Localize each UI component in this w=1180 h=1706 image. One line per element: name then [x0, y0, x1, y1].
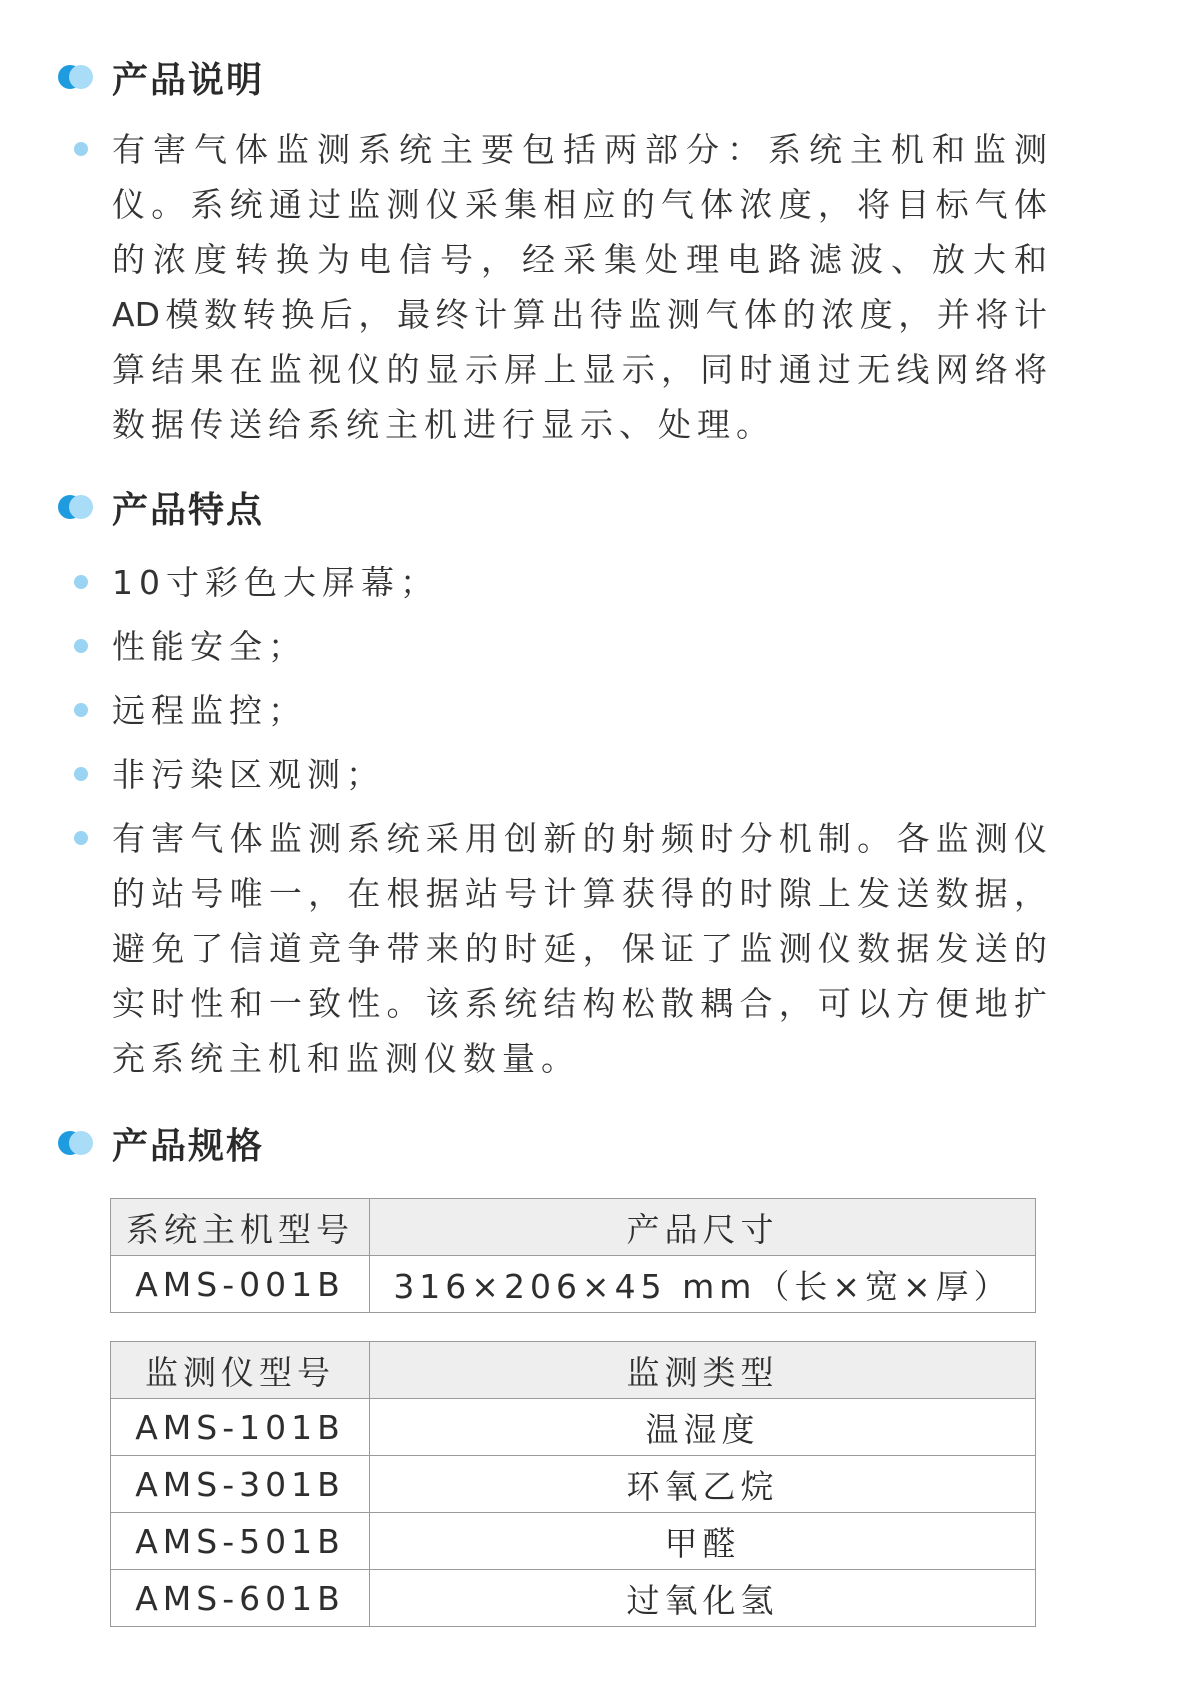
- section-title: 产品规格: [112, 1125, 265, 1167]
- paragraph-line: 仪。系统通过监测仪采集相应的气体浓度，将目标气体: [112, 185, 1047, 224]
- paragraph-line: AD模数转换后，最终计算出待监测气体的浓度，并将计: [112, 295, 1047, 334]
- table-row: [111, 1513, 1036, 1570]
- table-header-cell: 监测类型: [370, 1342, 1036, 1399]
- section-header-description: [58, 54, 264, 100]
- section-title: 产品说明: [112, 59, 265, 101]
- section-title: 产品特点: [112, 489, 265, 531]
- type-cell: 温湿度: [370, 1399, 1036, 1456]
- table-header-row: [111, 1199, 1036, 1256]
- paragraph-line: 的站号唯一，在根据站号计算获得的时隙上发送数据，: [112, 874, 1047, 913]
- model-cell: AMS-301B: [111, 1456, 370, 1513]
- paragraph-line: 算结果在监视仪的显示屏上显示，同时通过无线网络将: [112, 350, 1047, 389]
- table-row: [111, 1399, 1036, 1456]
- model-cell: AMS-101B: [111, 1399, 370, 1456]
- paragraph-line: 有害气体监测系统采用创新的射频时分机制。各监测仪: [112, 819, 1047, 858]
- type-cell: 过氧化氢: [370, 1570, 1036, 1627]
- feature-long-paragraph: [112, 811, 1047, 1086]
- table-header-cell: 监测仪型号: [111, 1342, 370, 1399]
- size-cell: 316×206×45 mm（长×宽×厚）: [370, 1256, 1036, 1313]
- table-row: [111, 1256, 1036, 1313]
- section-header-features: [58, 484, 264, 530]
- table-row: [111, 1456, 1036, 1513]
- bullet-dot-icon: [74, 831, 88, 845]
- model-cell: AMS-501B: [111, 1513, 370, 1570]
- bullet-dot-icon: [74, 767, 88, 781]
- section-bullet-icon: [58, 495, 94, 519]
- monitor-spec-table: [110, 1341, 1036, 1627]
- feature-text: 10寸彩色大屏幕；: [112, 563, 439, 602]
- type-cell: 环氧乙烷: [370, 1456, 1036, 1513]
- section-bullet-icon: [58, 65, 94, 89]
- paragraph-line: 避免了信道竞争带来的时延，保证了监测仪数据发送的: [112, 929, 1047, 968]
- paragraph-line: 的浓度转换为电信号，经采集处理电路滤波、放大和: [112, 240, 1047, 279]
- table-row: [111, 1570, 1036, 1627]
- feature-text: 非污染区观测；: [112, 755, 385, 794]
- bullet-dot-icon: [74, 703, 88, 717]
- model-cell: AMS-001B: [111, 1256, 370, 1313]
- table-header-cell: 产品尺寸: [370, 1199, 1036, 1256]
- paragraph-line: 充系统主机和监测仪数量。: [112, 1039, 580, 1078]
- paragraph-line: 有害气体监测系统主要包括两部分：系统主机和监测: [112, 130, 1047, 169]
- type-cell: 甲醛: [370, 1513, 1036, 1570]
- feature-item: [112, 683, 307, 738]
- paragraph-line: 数据传送给系统主机进行显示、处理。: [112, 405, 775, 444]
- paragraph-line: 实时性和一致性。该系统结构松散耦合，可以方便地扩: [112, 984, 1047, 1023]
- feature-item: [112, 555, 439, 610]
- table-header-row: [111, 1342, 1036, 1399]
- host-spec-table: [110, 1198, 1036, 1313]
- feature-item: [112, 619, 307, 674]
- bullet-dot-icon: [74, 142, 88, 156]
- feature-text: 性能安全；: [112, 627, 307, 666]
- bullet-dot-icon: [74, 639, 88, 653]
- table-header-cell: 系统主机型号: [111, 1199, 370, 1256]
- feature-text: 远程监控；: [112, 691, 307, 730]
- section-bullet-icon: [58, 1131, 94, 1155]
- model-cell: AMS-601B: [111, 1570, 370, 1627]
- description-paragraph: [112, 122, 1047, 452]
- section-header-specs: [58, 1120, 264, 1166]
- bullet-dot-icon: [74, 575, 88, 589]
- feature-item: [112, 747, 385, 802]
